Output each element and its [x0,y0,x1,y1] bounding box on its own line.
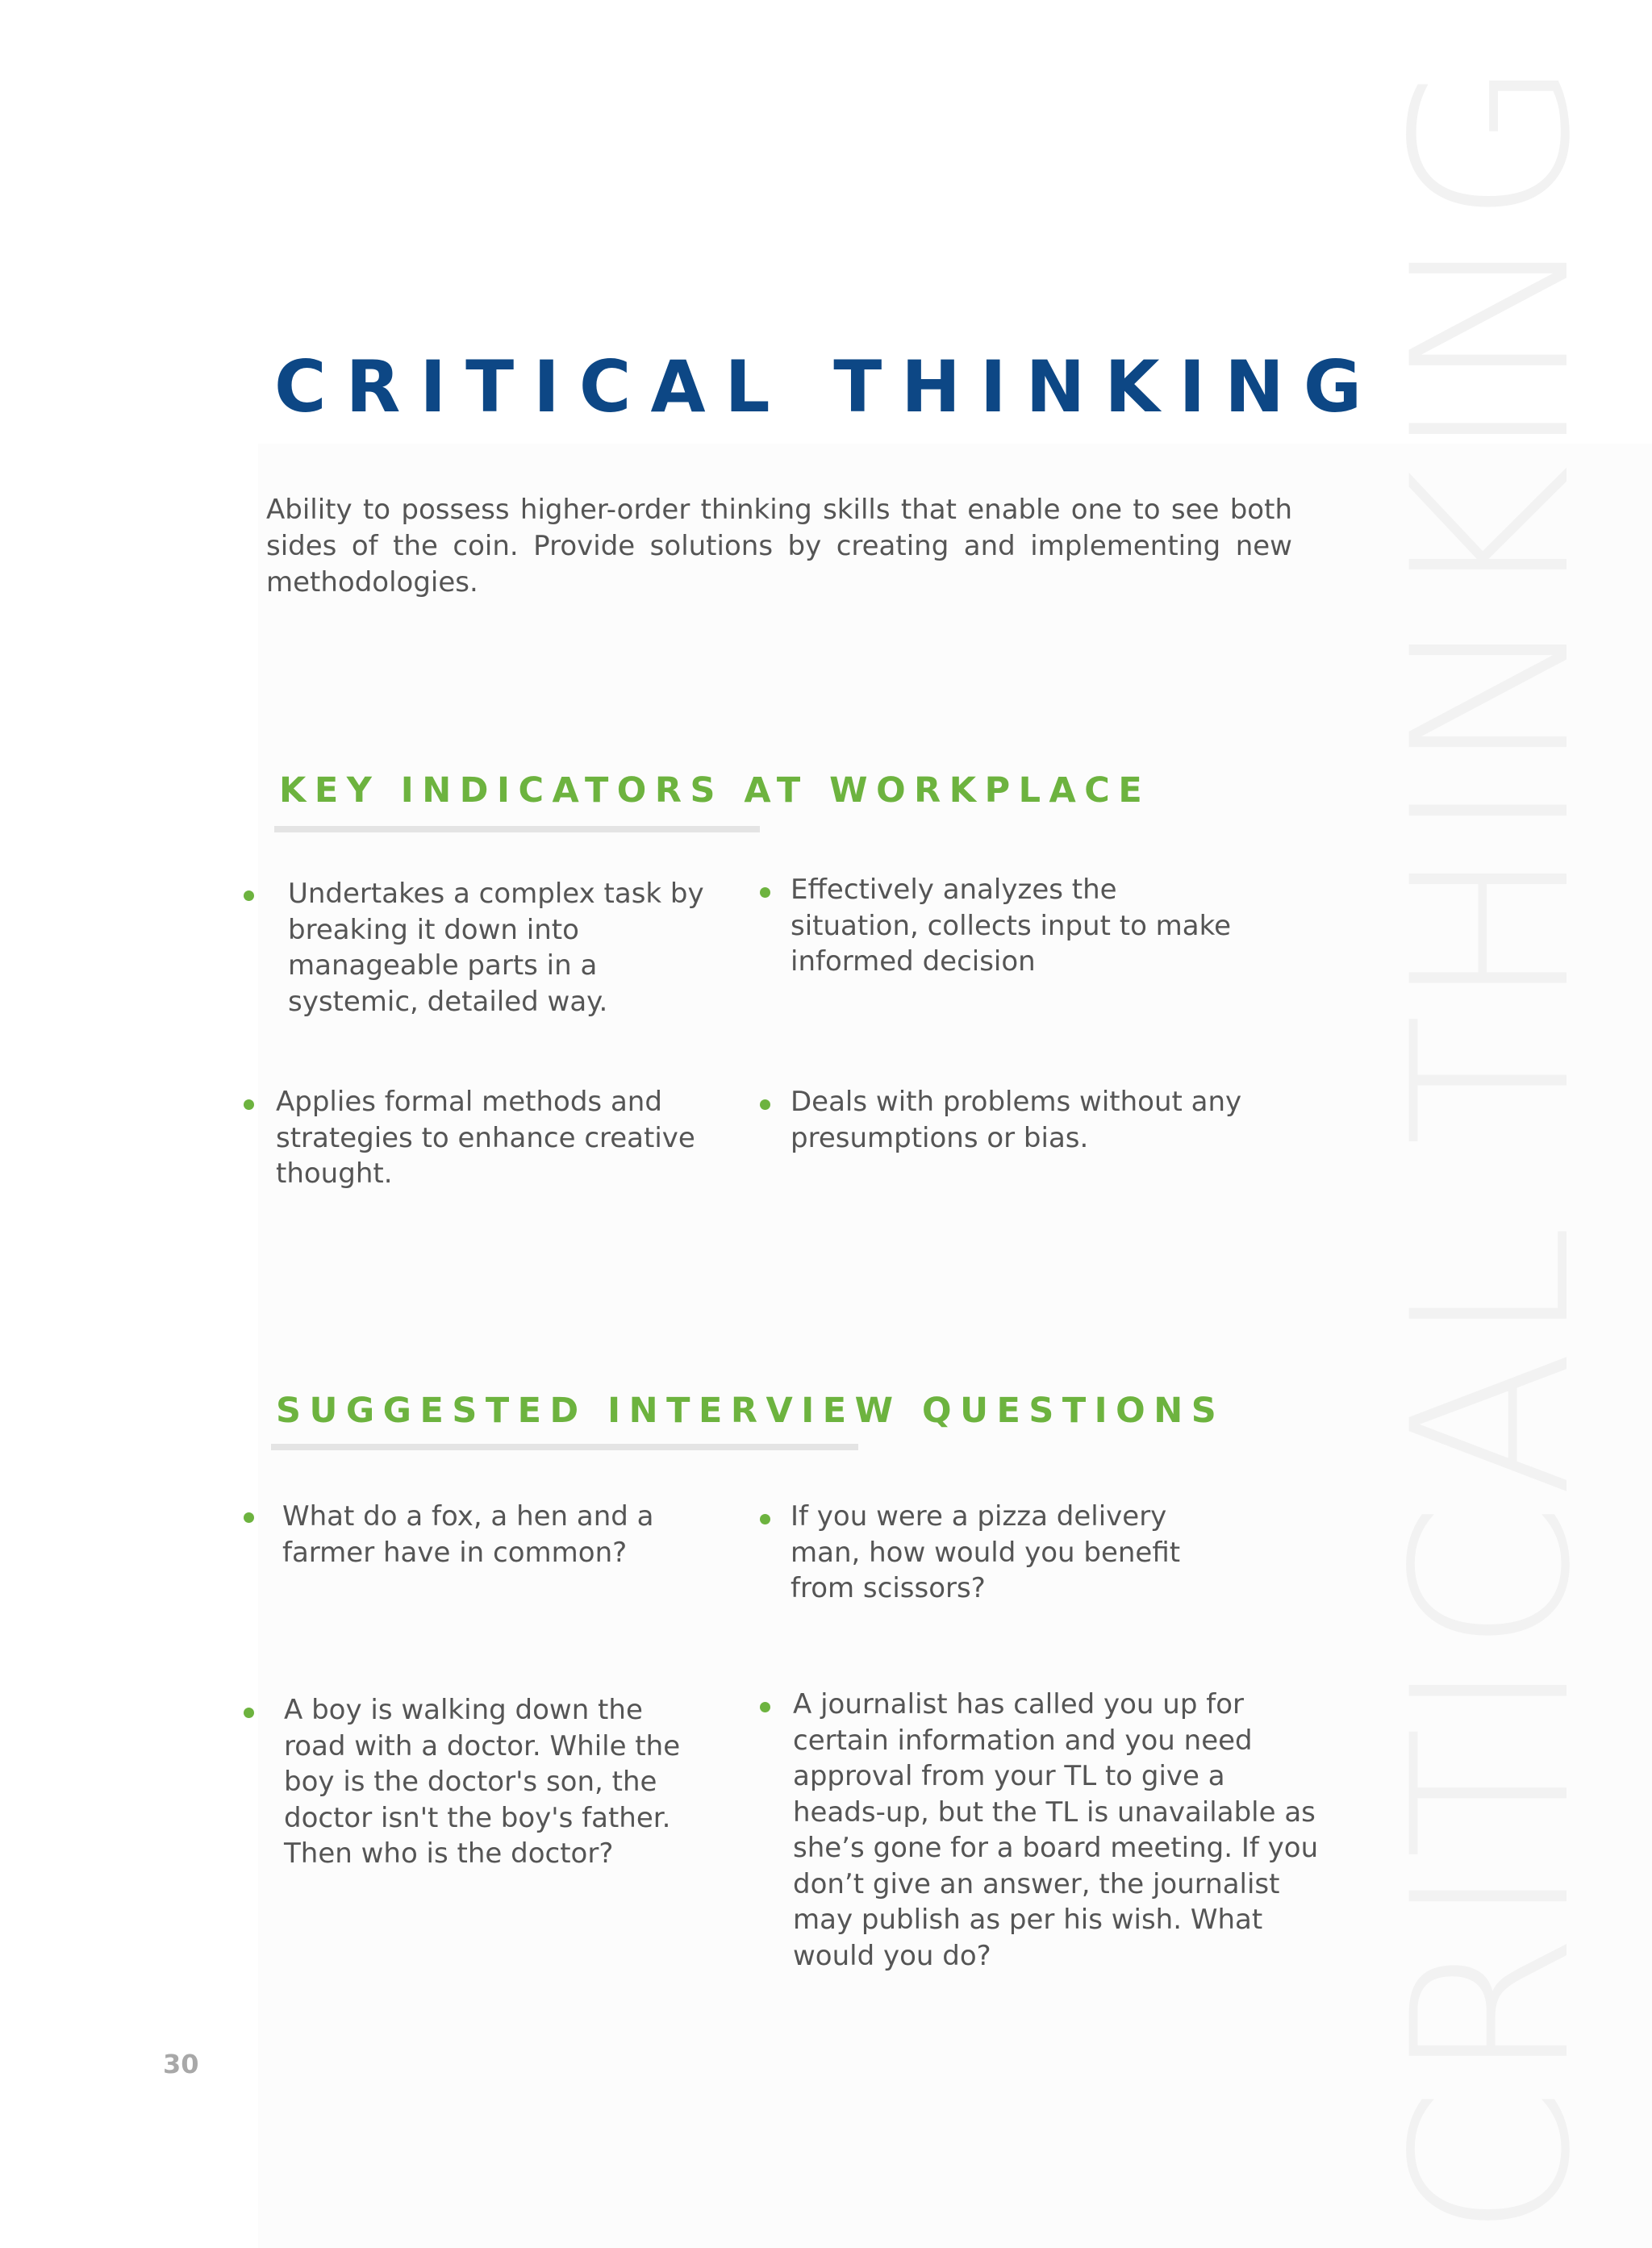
key-indicator-text: Effectively analyzes the situation, collects input to make informed decision [791,874,1232,978]
interview-questions-rule [271,1444,858,1450]
key-indicators-heading: KEY INDICATORS AT WORKPLACE [279,770,1151,811]
key-indicator-text: Applies formal methods and strategies to enhance creative thought. [276,1086,695,1190]
key-indicator-text: Undertakes a complex task by breaking it down into manageable parts in a systemic, detailed way. [288,878,704,1018]
page-number: 30 [163,2049,199,2079]
bullet-icon [760,1702,770,1712]
bullet-icon [760,1514,770,1524]
key-indicators-rule [274,826,760,832]
bullet-icon [244,1512,254,1523]
interview-question-text: What do a fox, a hen and a farmer have in common? [282,1500,654,1569]
interview-question-text: If you were a pizza delivery man, how would you benefit from scissors? [791,1500,1181,1604]
intro-paragraph: Ability to possess higher-order thinking skills that enable one to see both sides of the coin. Provide solutions by creating and implementing new methodologies. [266,494,1292,598]
interview-question-text: A journalist has called you up for certain information and you need approval from your TL to give a heads-up, but the TL is unavailable as she’s gone for a board meeting. If you don’t give an answer, the journalist may publish as per his wish. What would you do? [793,1688,1319,1972]
bullet-icon [244,1099,254,1110]
bullet-icon [244,890,254,901]
bullet-icon [760,1099,770,1110]
bullet-icon [760,887,770,898]
interview-questions-heading: SUGGESTED INTERVIEW QUESTIONS [276,1391,1225,1431]
bullet-icon [244,1708,254,1718]
interview-question-text: A boy is walking down the road with a doctor. While the boy is the doctor's son, the doctor isn't the boy's father. Then who is the doctor? [284,1694,681,1870]
key-indicator-text: Deals with problems without any presumptions or bias. [791,1086,1242,1154]
vertical-watermark: CRITICAL THINKING [1366,52,1618,2238]
page-title: CRITICAL THINKING [274,345,1382,428]
